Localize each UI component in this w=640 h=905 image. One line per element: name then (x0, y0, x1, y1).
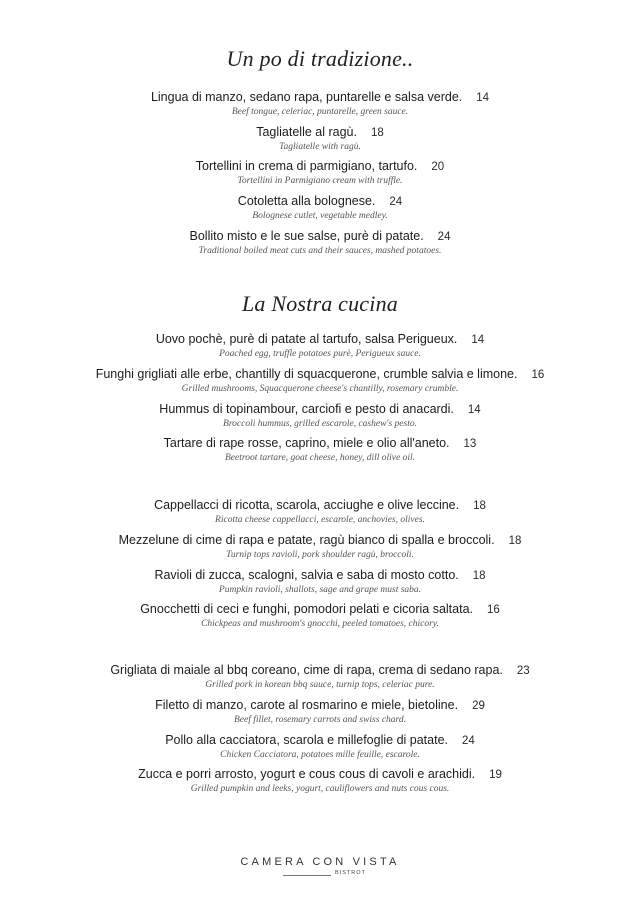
item-price: 18 (508, 535, 522, 547)
item-description: Beetroot tartare, goat cheese, honey, dill olive oil. (224, 453, 416, 463)
item-name: Zucca e porri arrosto, yogurt e cous cous di cavoli e arachidi. (138, 767, 476, 781)
item-name: Tortellini in crema di parmigiano, tartufo. (195, 159, 418, 173)
item-name: Lingua di manzo, sedano rapa, puntarelle e salsa verde. (150, 90, 463, 104)
item-price: 14 (471, 334, 485, 346)
item-name: Tartare di rape rosse, caprino, miele e olio all'aneto. (163, 436, 450, 450)
item-price: 14 (476, 92, 490, 104)
item-description: Beef fillet, rosemary carrots and swiss chard. (233, 715, 407, 725)
item-price: 16 (531, 369, 545, 381)
item-price: 16 (487, 604, 500, 616)
menu-item (0, 697, 640, 726)
menu-item (0, 366, 640, 395)
item-name: Ravioli di zucca, scalogni, salvia e saba di mosto cotto. (154, 568, 459, 582)
item-name: Gnocchetti di ceci e funghi, pomodori pelati e cicoria saltata. (140, 602, 474, 616)
menu-item (0, 228, 640, 257)
item-name: Grigliata di maiale al bbq coreano, cime di rapa, crema di sedano rapa. (110, 663, 503, 677)
item-description: Tagliatelle with ragù. (279, 142, 361, 152)
item-description: Bolognese cutlet, vegetable medley. (252, 211, 388, 221)
item-price: 14 (467, 404, 481, 416)
section-title-nostra-cucina: La Nostra cucina (242, 291, 398, 316)
item-price: 29 (472, 700, 485, 712)
item-name: Uovo pochè, purè di patate al tartufo, salsa Perigueux. (155, 332, 458, 346)
menu-item (0, 766, 640, 795)
menu-item (0, 662, 640, 691)
section-title-tradizione: Un po di tradizione.. (226, 46, 414, 71)
brand-subtitle-text: BISTROT (335, 870, 366, 876)
item-description: Chickpeas and mushroom's gnocchi, peeled tomatoes, chicory. (201, 619, 439, 629)
brand-name: CAMERA CON VISTA (240, 856, 400, 868)
item-description: Poached egg, truffle potatoes purè, Perigueux sauce. (219, 349, 421, 359)
item-description: Ricotta cheese cappellacci, escarole, anchovies, olives. (215, 515, 425, 525)
item-description: Pumpkin ravioli, shallots, sage and grape must saba. (218, 585, 422, 595)
item-price: 24 (389, 196, 403, 208)
menu-item (0, 124, 640, 153)
item-price: 18 (472, 570, 486, 582)
item-name: Pollo alla cacciatora, scarola e millefoglie di patate. (165, 733, 448, 747)
item-description: Grilled pork in korean bbq sauce, turnip tops, celeriac pure. (205, 680, 435, 690)
menu-item (0, 331, 640, 360)
item-name: Hummus di topinambour, carciofi e pesto di anacardi. (159, 402, 454, 416)
item-description: Grilled mushrooms, Squacquerone cheese's chantilly, rosemary crumble. (181, 384, 459, 394)
menu-item (0, 497, 640, 526)
item-description: Traditional boiled meat cuts and their sauces, mashed potatoes. (198, 246, 442, 256)
item-name: Tagliatelle al ragù. (256, 125, 357, 139)
item-name: Cappellacci di ricotta, scarola, acciughe e olive leccine. (154, 498, 460, 512)
item-price: 24 (462, 735, 475, 747)
item-price: 23 (516, 665, 530, 677)
item-description: Grilled pumpkin and leeks, yogurt, cauliflowers and nuts cous cous. (190, 784, 450, 794)
menu-item (0, 732, 640, 761)
menu-item (0, 601, 640, 630)
item-description: Chicken Cacciatora, potatoes mille feuille, escarole. (220, 750, 420, 760)
item-price: 19 (489, 769, 502, 781)
brand-subtitle (283, 870, 373, 882)
menu-item (0, 401, 640, 430)
item-name: Cotoletta alla bolognese. (237, 194, 376, 208)
item-name: Filetto di manzo, carote al rosmarino e miele, bietoline. (155, 698, 459, 712)
menu-item (0, 435, 640, 464)
item-description: Beef tongue, celeriac, puntarelle, green sauce. (231, 107, 409, 117)
item-description: Tortellini in Parmigiano cream with truffle. (237, 176, 403, 186)
menu-item (0, 89, 640, 118)
item-price: 24 (437, 231, 451, 243)
item-price: 20 (431, 161, 445, 173)
brand-divider (283, 875, 331, 876)
item-name: Bollito misto e le sue salse, purè di patate. (189, 229, 424, 243)
item-price: 13 (463, 438, 477, 450)
menu-item (0, 567, 640, 596)
menu-item (0, 193, 640, 222)
item-name: Mezzelune di cime di rapa e patate, ragù bianco di spalla e broccoli. (118, 533, 495, 547)
menu-item (0, 532, 640, 561)
item-name: Funghi grigliati alle erbe, chantilly di squacquerone, crumble salvia e limone. (95, 367, 518, 381)
menu-item (0, 158, 640, 187)
item-description: Broccoli hummus, grilled escarole, cashew's pesto. (223, 419, 417, 429)
item-price: 18 (370, 127, 384, 139)
item-price: 18 (473, 500, 486, 512)
item-description: Turnip tops ravioli, pork shoulder ragù, broccoli. (226, 550, 414, 560)
